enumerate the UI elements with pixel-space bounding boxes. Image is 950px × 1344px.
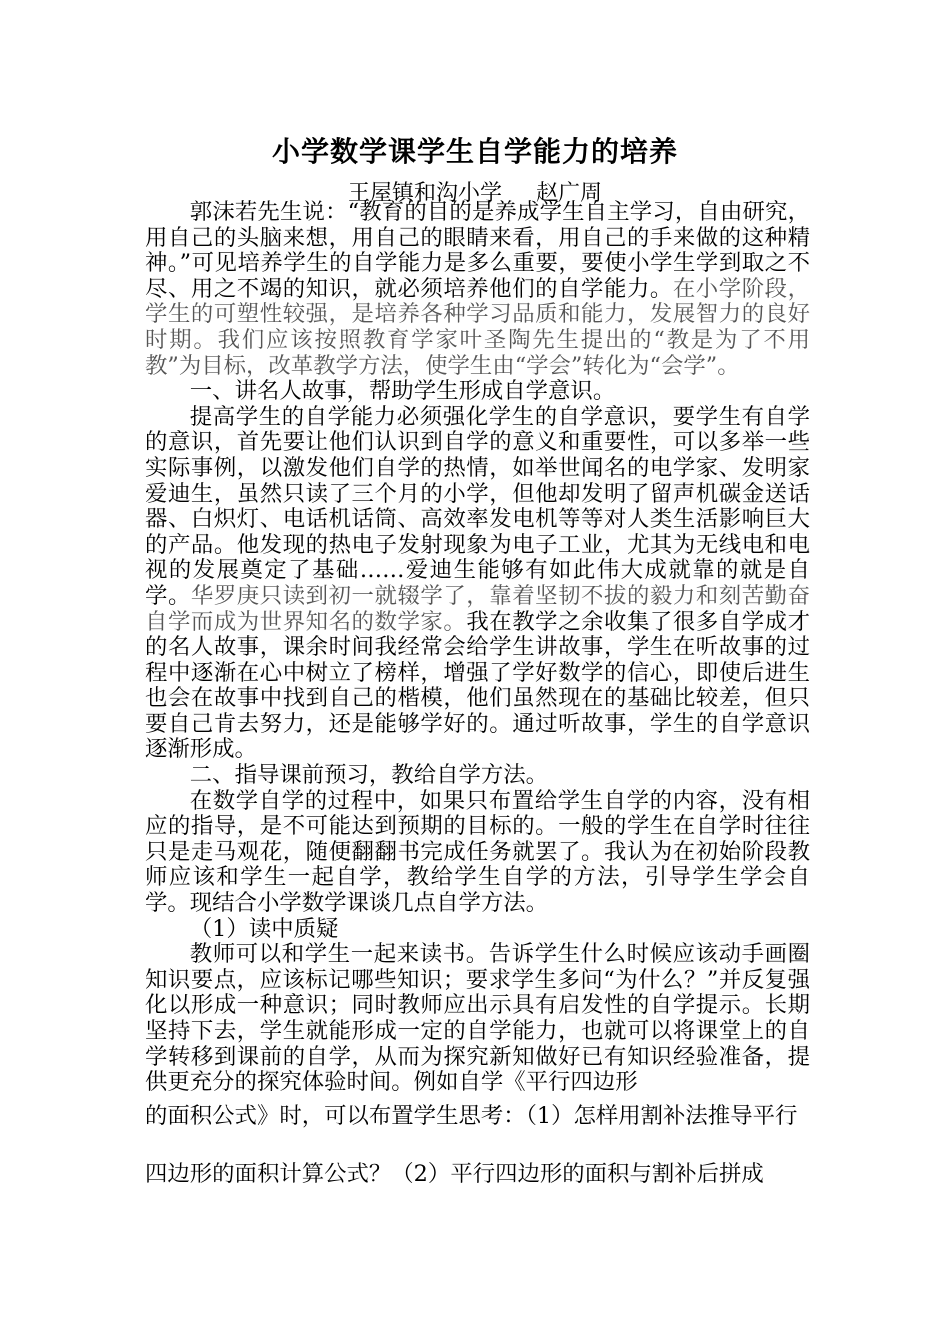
- paragraph-reading-line-3: 四边形的面积计算公式？（2）平行四边形的面积与割补后拼成: [145, 1161, 764, 1187]
- paragraph-story: [145, 405, 810, 763]
- document-title: 小学数学课学生自学能力的培养: [271, 135, 678, 168]
- story-text-b: 华罗庚只读到初一就辍学了，靠着坚韧不拔的毅力和刻苦勤奋自学而成为世界知名的数学家。: [145, 582, 811, 635]
- section-heading-2: 二、指导课前预习，教给自学方法。: [189, 762, 549, 789]
- intro-text-b: 在小学阶段，学生的可塑性较强，是培养各种学习品质和能力，发展智力的良好时期。我们应该按照教育学家叶圣陶先生提出的“教是为了不用教”为目标，改革教学方法，使学生由“学会”转化为“会学”。: [145, 275, 811, 379]
- story-text-c: 我在教学之余收集了很多自学成才的名人故事，课余时间我经常会给学生讲故事，学生在听故事的过程中逐渐在心中树立了榜样，增强了学好数学的信心，即使后进生也会在故事中找到自己的楷模，他们虽然现在的基础比较差，但只要自己肯去努力，还是能够学好的。通过听故事，学生的自学意识逐渐形成。: [145, 608, 811, 763]
- story-text-a: 提高学生的自学能力必须强化学生的自学意识，要学生有自学的意识，首先要让他们认识到自学的意义和重要性，可以多举一些实际事例，以激发他们自学的热情，如举世闻名的电学家、发明家爱迪生，虽然只读了三个月的小学，但他却发明了留声机碳金送话器、白炽灯、电话机话筒、高效率发电机等等对人类生活影响巨大的产品。他发现的热电子发射现象为电子工业，尤其为无线电和电视的发展奠定了基础……爱迪生能够有如此伟大成就靠的就是自学。: [145, 403, 810, 609]
- paragraph-reading: 教师可以和学生一起来读书。告诉学生什么时候应该动手画圈知识要点，应该标记哪些知识；要求学生多问“为什么？”并反复强化以形成一种意识；同时教师应出示具有启发性的自学提示。长期坚持下去，学生就能形成一定的自学能力，也就可以将课堂上的自学转移到课前的自学，从而为探究新知做好已有知识经验准备，提供更充分的探究体验时间。例如自学《平行四边形: [145, 941, 810, 1096]
- document-body: [145, 200, 810, 1096]
- author-school: 王屋镇和沟小学: [347, 181, 502, 206]
- section-heading-1: 一、讲名人故事，帮助学生形成自学意识。: [189, 378, 616, 405]
- paragraph-intro: [145, 200, 810, 379]
- paragraph-method: 在数学自学的过程中，如果只布置给学生自学的内容，没有相应的指导，是不可能达到预期的目标的。一般的学生在自学时往往只是走马观花，随便翻翻书完成任务就罢了。我认为在初始阶段教师应该和学生一起自学，教给学生自学的方法，引导学生学会自学。现结合小学数学课谈几点自学方法。: [145, 787, 810, 917]
- paragraph-reading-line-2: 的面积公式》时，可以布置学生思考：（1）怎样用割补法推导平行: [145, 1103, 798, 1129]
- author-name: 赵广周: [536, 181, 603, 206]
- subsection-heading-1: （1）读中质疑: [189, 915, 339, 942]
- intro-text-a: 郭沫若先生说：“教育的目的是养成学生自主学习，自由研究，用自己的头脑来想，用自己的眼睛来看，用自己的手来做的这种精神。”可见培养学生的自学能力是多么重要，要使小学生学到取之不尽、用之不竭的知识，就必须培养他们的自学能力。: [145, 199, 810, 302]
